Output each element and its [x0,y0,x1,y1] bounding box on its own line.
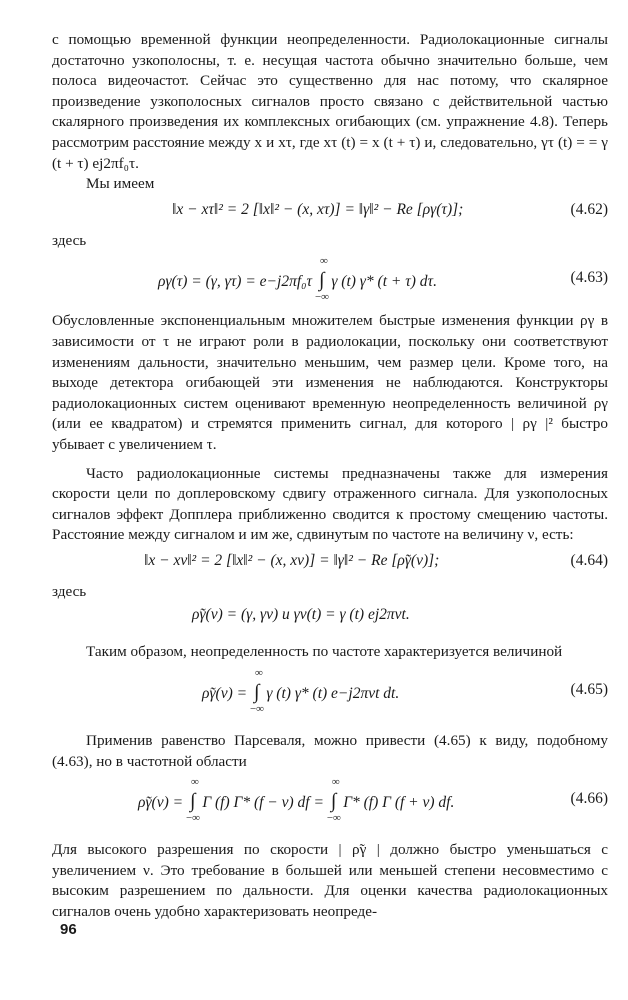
equation-4-63-left: ργ(τ) = (γ, γτ) = e−j2πf₀τ [158,273,313,291]
integral-sign: ∫ ∞ −∞ [326,776,341,825]
equation-4-62-body: ‖x − xτ‖² = 2 [‖x‖² − (x, xτ)] = ‖γ‖² − Re [ργ(τ)]; [172,200,464,218]
integral-sign: ∫ ∞ −∞ [249,667,265,716]
equation-definition-body: ρ̃γ(ν) = (γ, γν) и γν(t) = γ (t) ej2πνt. [192,606,410,624]
equation-4-64-body: ‖x − xν‖² = 2 [‖x‖² − (x, xν)] = ‖γ‖² − Re [ρ̃γ(ν)]; [144,551,440,569]
equation-definition [52,602,608,636]
paragraph-6: Для высокого разрешения по скорости | ρ̃γ | должно быстро уменьшаться с увеличением ν. Это требование в большей или меньшей степени несовместимо с высоким разрешением по дальности. Для оценки качества радиолокационных сигналов очень удобно характеризовать неопреде- [52,841,608,921]
equation-4-64 [52,546,608,580]
paragraph-4: Таким образом, неопределенность по частоте характеризуется величиной [86,643,563,661]
equation-4-65 [52,663,608,717]
here-label-1: здесь [52,231,87,249]
integral-sign: ∫ ∞ −∞ [185,776,201,825]
equation-4-63-integrand: γ (t) γ* (t + τ) dτ. [331,273,437,291]
page-text [52,30,608,923]
equation-4-65-number: (4.65) [570,681,608,699]
equation-4-66-integrand-2: Γ* (f) Γ (f + ν) df. [343,794,455,812]
page-number: 96 [60,921,77,938]
we-have-text: Мы имеем [86,175,155,193]
equation-4-66 [52,772,608,826]
equation-4-66-integrand-1: Γ (f) Γ* (f − ν) df = [202,794,324,812]
paragraph-3: Часто радиолокационные системы предназначены также для измерения скорости цели по доплеровскому сдвигу отраженного сигнала. Для узкополосных сигналов эффект Допплера приближенно сводится к простому смещению частоты. Расстояние между сигналом и им же, сдвинутым по частоте на величину ν, есть: [52,464,608,544]
equation-4-66-left: ρ̃γ(ν) = [138,794,184,812]
equation-4-65-left: ρ̃γ(ν) = [202,685,248,703]
equation-4-65-integrand: γ (t) γ* (t) e−j2πνt dt. [266,685,400,703]
equation-4-62 [52,195,608,229]
paragraph-2: Обусловленные экспоненциальным множителем быстрые изменения функции ργ в зависимости от τ не играют роли в радиолокации, поскольку они соответствуют изменениям дальности, значительно меньшим, чем размер цели. Кроме того, на выходе детектора огибающей эти изменения не наблюдаются. Конструкторы радиолокационных систем оценивают временную неопределенность величиной ργ (или ее квадратом) и стремятся применить сигнал, для которого | ργ |² быстро убывает с увеличением τ. [52,312,608,453]
equation-4-63-number: (4.63) [570,269,608,287]
equation-4-62-number: (4.62) [570,200,608,218]
equation-4-66-number: (4.66) [570,790,608,808]
paragraph-5: Применив равенство Парсеваля, можно привести (4.65) к виду, подобному (4.63), но в частотной области [52,732,608,770]
here-label-2: здесь [52,582,87,600]
integral-sign: ∫ ∞ −∞ [314,255,329,304]
paragraph-1: с помощью временной функции неопределенности. Радиолокационные сигналы достаточно узкополосны, т. е. несущая частота обычно значительно больше, чем полоса видеочастот. Сейчас это существенно для нас потому, что скалярное произведение узкополосных сигналов просто связано с действительной частью скалярного произведения их комплексных огибающих (см. упражнение 4.8). Теперь рассмотрим расстояние между x и xτ, где xτ (t) = x (t + τ) и, следовательно, γτ (t) = = γ (t + τ) ej2πf₀τ. [52,31,608,172]
equation-4-64-number: (4.64) [570,551,608,569]
equation-4-63 [52,251,608,305]
